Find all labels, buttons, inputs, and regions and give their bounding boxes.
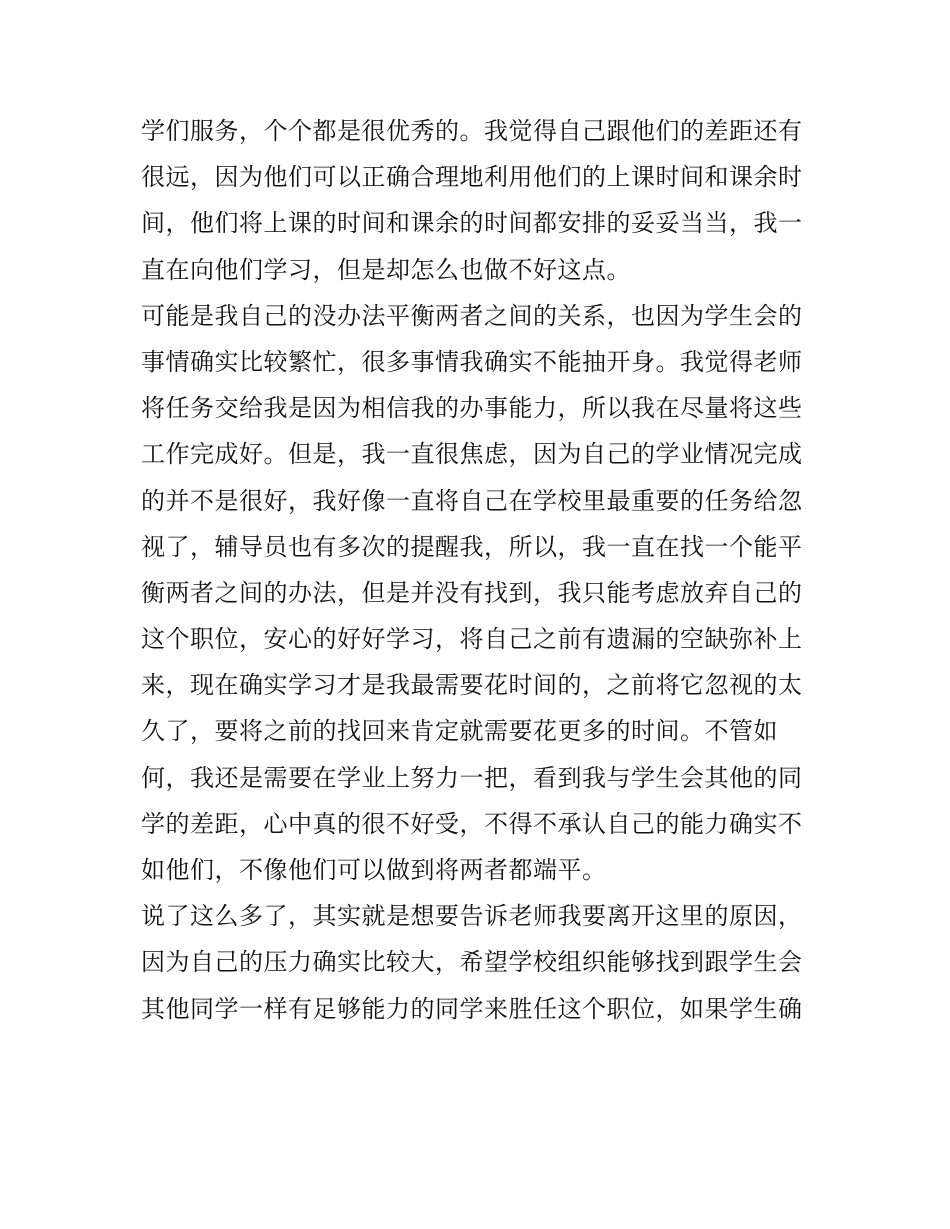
text-line: 因为自己的压力确实比较大，希望学校组织能够找到跟学生会: [141, 948, 803, 977]
text-line: 学们服务，个个都是很优秀的。我觉得自己跟他们的差距还有: [141, 117, 803, 145]
text-line: 久了，要将之前的找回来肯定就需要花更多的时间。不管如: [141, 717, 778, 746]
text-line: 可能是我自己的没办法平衡两者之间的关系，也因为学生会的: [141, 301, 803, 330]
text-line: 学的差距，心中真的很不好受，不得不承认自己的能力确实不: [141, 809, 803, 838]
text-line: 视了，辅导员也有多次的提醒我，所以，我一直在找一个能平: [141, 532, 803, 561]
text-line: 的并不是很好，我好像一直将自己在学校里最重要的任务给忽: [141, 486, 803, 515]
text-line: 其他同学一样有足够能力的同学来胜任这个职位，如果学生确: [141, 994, 803, 1023]
text-line: 这个职位，安心的好好学习，将自己之前有遗漏的空缺弥补上: [141, 625, 803, 654]
text-line: 如他们，不像他们可以做到将两者都端平。: [141, 856, 607, 884]
text-line: 说了这么多了，其实就是想要告诉老师我要离开这里的原因，: [141, 902, 803, 931]
text-line: 直在向他们学习，但是却怎么也做不好这点。: [141, 255, 631, 284]
text-line: 事情确实比较繁忙，很多事情我确实不能抽开身。我觉得老师: [141, 347, 803, 376]
text-line: 何，我还是需要在学业上努力一把，看到我与学生会其他的同: [141, 763, 803, 792]
text-line: 间，他们将上课的时间和课余的时间都安排的妥妥当当，我一: [141, 209, 803, 238]
text-line: 很远，因为他们可以正确合理地利用他们的上课时间和课余时: [141, 163, 803, 192]
text-line: 工作完成好。但是，我一直很焦虑，因为自己的学业情况完成: [141, 440, 803, 469]
text-line: 衡两者之间的办法，但是并没有找到，我只能考虑放弃自己的: [141, 578, 803, 607]
text-line: 来，现在确实学习才是我最需要花时间的，之前将它忽视的太: [141, 671, 803, 700]
text-line: 将任务交给我是因为相信我的办事能力，所以我在尽量将这些: [141, 394, 803, 423]
body-text: [141, 108, 821, 1032]
